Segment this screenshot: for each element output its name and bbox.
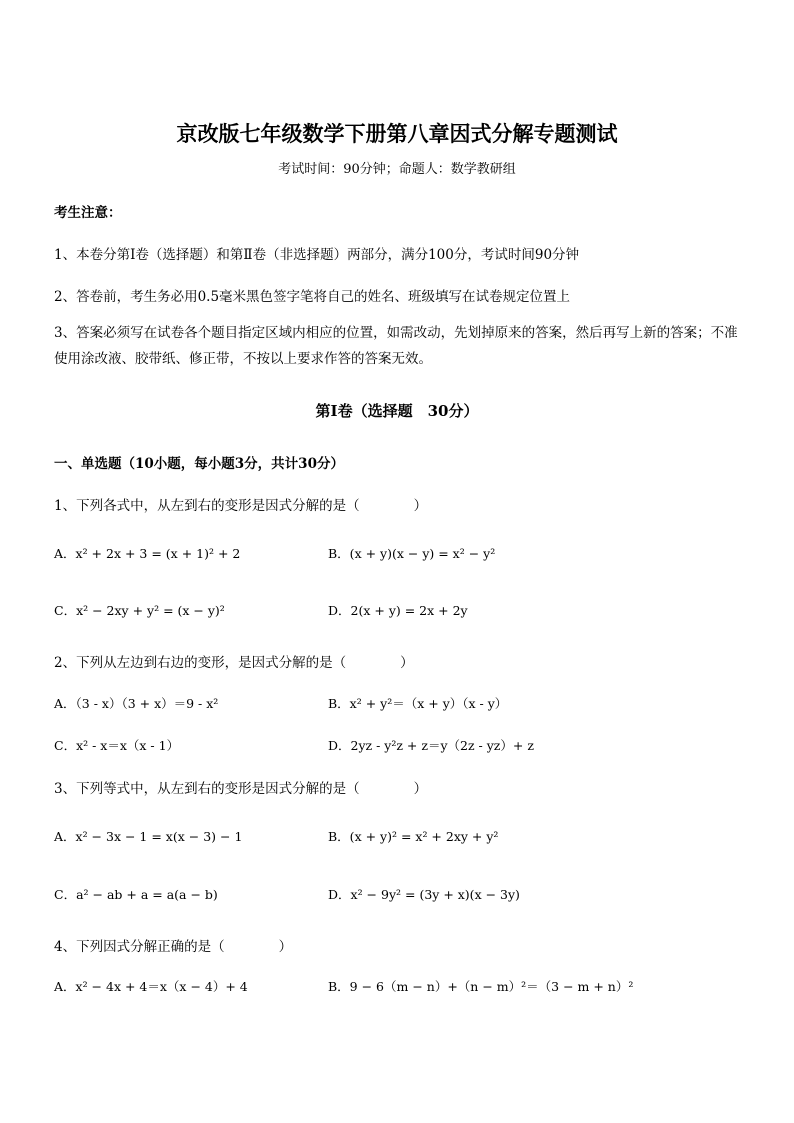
section-title: 第Ⅰ卷（选择题 30分） [315, 402, 479, 420]
question-2-option-c[interactable]: C．x² - x＝x（x - 1） [54, 738, 180, 753]
question-3-option-d[interactable]: D．x² − 9y² = (3y + x)(x − 3y) [328, 887, 520, 902]
question-2-option-a[interactable]: A．（3 - x）（3 + x）＝9 - x² [54, 696, 219, 711]
question-4-option-b[interactable]: B．9 − 6（m − n）+（n − m）²＝（3 − m + n）² [328, 979, 634, 994]
document-title: 京改版七年级数学下册第八章因式分解专题测试 [176, 121, 618, 146]
question-1-stem: 1、下列各式中，从左到右的变形是因式分解的是（ ） [54, 498, 428, 514]
question-1-option-b[interactable]: B．(x + y)(x − y) = x² − y² [328, 546, 496, 561]
exam-info: 考试时间：90分钟；命题人：数学教研组 [278, 162, 516, 177]
question-2-option-d[interactable]: D．2yz - y²z + z＝y（2z - yz）+ z [328, 738, 534, 753]
question-group-title: 一、单选题（10小题，每小题3分，共计30分） [54, 456, 344, 472]
question-3-option-b[interactable]: B．(x + y)² = x² + 2xy + y² [328, 829, 499, 844]
notice-heading: 考生注意： [54, 205, 122, 221]
question-4-stem: 4、下列因式分解正确的是（ ） [54, 939, 293, 955]
question-2-stem: 2、下列从左边到右边的变形，是因式分解的是（ ） [54, 655, 414, 671]
question-1-option-a[interactable]: A．x² + 2x + 3 = (x + 1)² + 2 [54, 546, 241, 561]
question-1-option-d[interactable]: D．2(x + y) = 2x + 2y [328, 603, 468, 618]
question-2-option-b[interactable]: B．x² + y²＝（x + y）（x - y） [328, 696, 508, 711]
question-1-option-c[interactable]: C．x² − 2xy + y² = (x − y)² [54, 603, 225, 618]
question-4-option-a[interactable]: A．x² − 4x + 4＝x（x − 4）+ 4 [54, 979, 248, 994]
notice-item-2: 2、答卷前，考生务必用0.5毫米黑色签字笔将自己的姓名、班级填写在试卷规定位置上 [54, 289, 571, 305]
question-3-option-a[interactable]: A．x² − 3x − 1 = x(x − 3) − 1 [54, 829, 243, 844]
notice-item-3: 3、答案必须写在试卷各个题目指定区域内相应的位置，如需改动，先划掉原来的答案，然后再写上新的答案；不准使用涂改液、胶带纸、修正带，不按以上要求作答的答案无效。 [54, 325, 738, 367]
question-3-option-c[interactable]: C．a² − ab + a = a(a − b) [54, 887, 218, 902]
notice-item-1: 1、本卷分第Ⅰ卷（选择题）和第Ⅱ卷（非选择题）两部分，满分100分，考试时间90分钟 [54, 247, 580, 263]
question-3-stem: 3、下列等式中，从左到右的变形是因式分解的是（ ） [54, 781, 428, 797]
